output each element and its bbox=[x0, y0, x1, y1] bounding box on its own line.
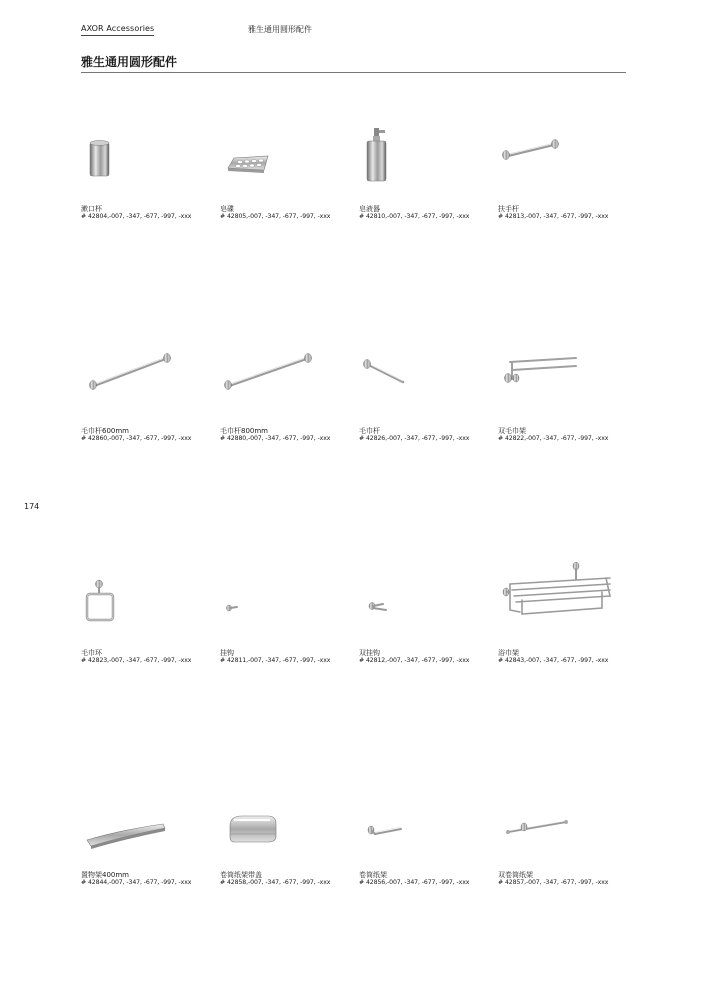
product-name: 双卷筒纸架 bbox=[498, 871, 533, 879]
product-code: # 42843,-007, -347, -677, -997, -xxx bbox=[498, 657, 609, 664]
page-title: 雅生通用圆形配件 bbox=[81, 55, 178, 69]
product-name: 双挂钩 bbox=[359, 649, 380, 657]
product-code: # 42880,-007, -347, -677, -997, -xxx bbox=[220, 435, 331, 442]
product-name: 卷筒纸架 bbox=[359, 871, 387, 879]
product-name: 漱口杯 bbox=[81, 205, 102, 213]
shelf-icon bbox=[81, 784, 221, 864]
product-code: # 42804,-007, -347, -677, -997, -xxx bbox=[81, 213, 192, 220]
double-paper-holder-icon bbox=[498, 784, 638, 864]
towel-bar-800-icon bbox=[220, 340, 360, 420]
product-name: 皂液器 bbox=[359, 205, 380, 213]
paper-holder-icon bbox=[359, 784, 499, 864]
paper-holder-cover-icon bbox=[220, 784, 360, 864]
product-code: # 42856,-007, -347, -677, -997, -xxx bbox=[359, 879, 470, 886]
product-code: # 42860,-007, -347, -677, -997, -xxx bbox=[81, 435, 192, 442]
product-name: 毛巾杆 bbox=[359, 427, 380, 435]
product-code: # 42823,-007, -347, -677, -997, -xxx bbox=[81, 657, 192, 664]
product-code: # 42822,-007, -347, -677, -997, -xxx bbox=[498, 435, 609, 442]
product-code: # 42812,-007, -347, -677, -997, -xxx bbox=[359, 657, 470, 664]
chapter-header: 雅生通用圆形配件 bbox=[248, 25, 312, 34]
product-code: # 42805,-007, -347, -677, -997, -xxx bbox=[220, 213, 331, 220]
product-name: 置物架400mm bbox=[81, 871, 129, 879]
product-code: # 42813,-007, -347, -677, -997, -xxx bbox=[498, 213, 609, 220]
towel-holder-icon bbox=[359, 340, 499, 420]
product-code: # 42826,-007, -347, -677, -997, -xxx bbox=[359, 435, 470, 442]
soap-dish-icon bbox=[220, 118, 360, 198]
title-divider bbox=[81, 72, 626, 73]
product-name: 浴巾架 bbox=[498, 649, 519, 657]
product-name: 毛巾杆600mm bbox=[81, 427, 129, 435]
page-number: 174 bbox=[24, 502, 40, 511]
product-code: # 42844,-007, -347, -677, -997, -xxx bbox=[81, 879, 192, 886]
grab-bar-icon bbox=[498, 118, 638, 198]
product-code: # 42811,-007, -347, -677, -997, -xxx bbox=[220, 657, 331, 664]
double-towel-holder-icon bbox=[498, 340, 638, 420]
soap-dispenser-icon bbox=[359, 118, 499, 198]
product-name: 双毛巾架 bbox=[498, 427, 526, 435]
product-name: 毛巾环 bbox=[81, 649, 102, 657]
tumbler-icon bbox=[81, 118, 221, 198]
section-header: AXOR Accessories bbox=[81, 24, 154, 36]
towel-bar-600-icon bbox=[81, 340, 221, 420]
product-code: # 42857,-007, -347, -677, -997, -xxx bbox=[498, 879, 609, 886]
product-name: 毛巾杆800mm bbox=[220, 427, 268, 435]
product-name: 卷筒纸架带盖 bbox=[220, 871, 262, 879]
towel-ring-icon bbox=[81, 562, 221, 642]
product-name: 皂碟 bbox=[220, 205, 234, 213]
product-name: 挂钩 bbox=[220, 649, 234, 657]
double-hook-icon bbox=[359, 562, 499, 642]
product-code: # 42858,-007, -347, -677, -997, -xxx bbox=[220, 879, 331, 886]
towel-rack-icon bbox=[498, 562, 638, 642]
hook-icon bbox=[220, 562, 360, 642]
product-code: # 42810,-007, -347, -677, -997, -xxx bbox=[359, 213, 470, 220]
product-name: 扶手杆 bbox=[498, 205, 519, 213]
